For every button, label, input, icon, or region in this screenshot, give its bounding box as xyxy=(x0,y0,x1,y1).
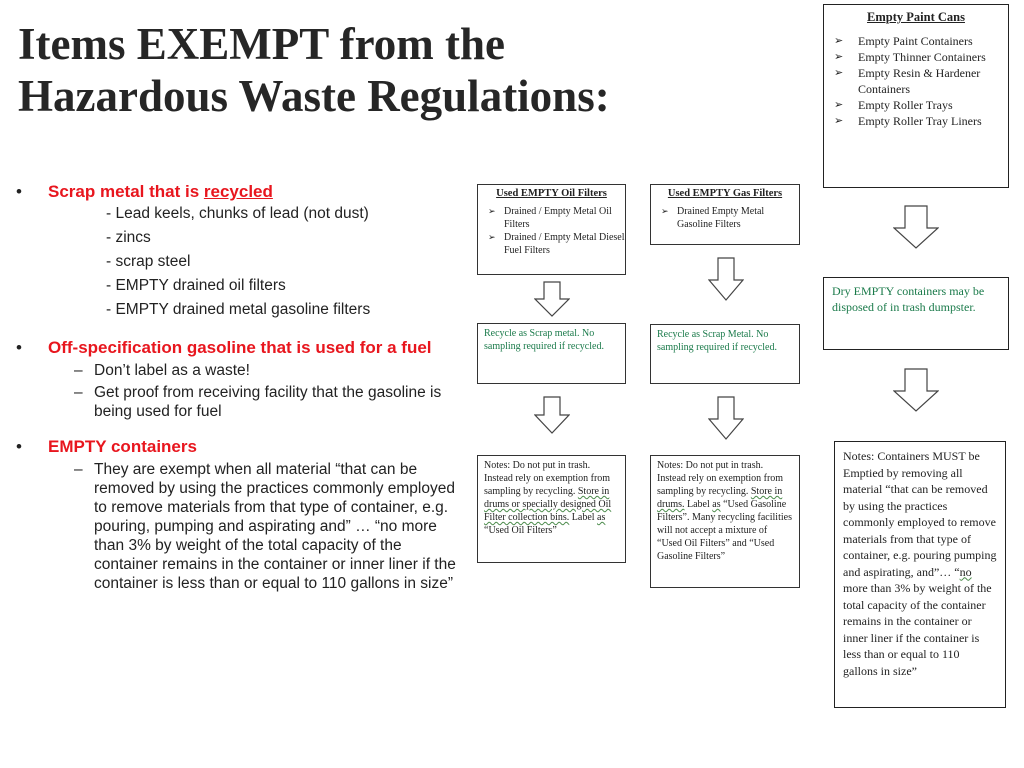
gas-filters-heading: Used EMPTY Gas Filters xyxy=(667,188,783,199)
title-line-1: Items EXEMPT from the xyxy=(18,19,506,69)
paint-notes-text: Notes: Containers MUST be Emptied by removing all material “that can be removed by using the practices commonly employed to remove materials from that type of container, e.g. pouring pumping and aspirating, and”… “no more than 3% by weight of the total capacity of the container remains in the container or inner liner if the container is less than or equal to 110 gallons in size” xyxy=(843,449,997,678)
bullet-dot: • xyxy=(16,338,22,357)
paint-can-item: ➢ Empty Roller Trays xyxy=(834,98,953,112)
oil-recycle-box xyxy=(477,323,626,384)
arrow-bullet-icon: ➢ xyxy=(834,99,844,111)
bullet-dot: • xyxy=(16,437,22,456)
oil-filter-item: ➢ Drained / Empty Metal Oil Filters xyxy=(488,206,612,230)
down-arrow-icon xyxy=(708,257,744,301)
gas-recycle-text: Recycle as Scrap Metal. No sampling required if recycled. xyxy=(657,329,777,353)
bullet-empty-containers xyxy=(14,437,469,457)
down-arrow-icon xyxy=(534,396,570,434)
oil-recycle-text: Recycle as Scrap metal. No sampling required if recycled. xyxy=(484,328,604,352)
down-arrow-icon xyxy=(708,396,744,440)
recycled-link[interactable]: recycled xyxy=(203,182,273,201)
paint-can-item: ➢ Empty Paint Containers xyxy=(834,34,973,48)
oil-filters-heading: Used EMPTY Oil Filters xyxy=(496,188,607,199)
bullet-off-spec-gasoline xyxy=(14,338,469,358)
bullet-dot: • xyxy=(16,182,22,201)
title-line-2: Hazardous Waste Regulations: xyxy=(18,71,610,121)
arrow-bullet-icon: ➢ xyxy=(834,51,844,63)
sub-item: - scrap steel xyxy=(106,253,191,270)
down-arrow-icon xyxy=(893,205,939,249)
paint-cans-box xyxy=(823,4,1009,188)
gas-filter-item: ➢ Drained Empty Metal Gasoline Filters xyxy=(661,206,765,230)
bullet-scrap-metal-text: Scrap metal that is xyxy=(48,182,204,201)
sub-item: - zincs xyxy=(106,229,151,246)
gas-notes-box xyxy=(650,455,800,588)
arrow-bullet-icon: ➢ xyxy=(661,206,669,216)
down-arrow-icon xyxy=(534,281,570,317)
dash-item-text: Don’t label as a waste! xyxy=(94,362,250,379)
arrow-bullet-icon: ➢ xyxy=(488,206,496,216)
paint-notes-box xyxy=(834,441,1006,708)
bullet-empty-containers-text: EMPTY containers xyxy=(48,437,197,456)
paint-cans-heading: Empty Paint Cans xyxy=(867,10,965,24)
arrow-bullet-icon: ➢ xyxy=(488,232,496,242)
gas-filters-box xyxy=(650,184,800,245)
dry-containers-text: Dry EMPTY containers may be disposed of in trash dumpster. xyxy=(832,284,985,314)
dash-item: – Get proof from receiving facility that the gasoline is being used for fuel xyxy=(74,384,442,420)
dash-item: – Don’t label as a waste! xyxy=(74,362,250,379)
dry-containers-box xyxy=(823,277,1009,350)
sub-item: - EMPTY drained oil filters xyxy=(106,277,286,294)
paint-can-item: ➢ Empty Thinner Containers xyxy=(834,50,986,64)
oil-notes-text: Notes: Do not put in trash. Instead rely on exemption from sampling by recycling. Store in drums or specially designed Oil Filter collection bins. Label as “Used Oil Filters” xyxy=(484,460,612,536)
down-arrow-icon xyxy=(893,368,939,412)
paint-can-item: ➢ Empty Resin & Hardener Containers xyxy=(834,66,981,96)
gas-notes-text: Notes: Do not put in trash. Instead rely on exemption from sampling by recycling. Store in drums. Label as “Used Gasoline Filters”. Many recycling facilities will not accept a mixture of “Used Oil Filters” and “Used Gasoline Filters” xyxy=(657,460,792,562)
dash-item-text: They are exempt when all material “that can be removed by using the practices commonly employed to remove materials from that type of container, e.g. pouring, pumping and aspirating and” … “no more than 3% by weight of the total capacity of the container remains in the container or inner liner if the container is less than or equal to 110 gallons in size” xyxy=(94,461,456,592)
arrow-bullet-icon: ➢ xyxy=(834,115,844,127)
bullet-list xyxy=(14,182,469,593)
page-title xyxy=(18,18,808,122)
dash-item-text: Get proof from receiving facility that the gasoline is being used for fuel xyxy=(94,384,442,420)
oil-filter-item: ➢ Drained / Empty Metal Diesel Fuel Filters xyxy=(488,232,625,256)
gas-recycle-box xyxy=(650,324,800,384)
sub-item: - EMPTY drained metal gasoline filters xyxy=(106,301,371,318)
paint-can-item: ➢ Empty Roller Tray Liners xyxy=(834,114,982,128)
oil-filters-box xyxy=(477,184,626,275)
dash-item: – They are exempt when all material “that can be removed by using the practices commonly employed to remove materials from that type of container, e.g. pouring, pumping and aspirating and” … “no more than 3% by weight of the total capacity of the container remains in the container or inner liner if the container is less than or equal to 110 gallons in size” xyxy=(74,461,456,592)
oil-notes-box xyxy=(477,455,626,563)
bullet-off-spec-gasoline-text: Off-specification gasoline that is used for a fuel xyxy=(48,338,432,357)
arrow-bullet-icon: ➢ xyxy=(834,35,844,47)
sub-item: - Lead keels, chunks of lead (not dust) xyxy=(106,205,369,222)
bullet-scrap-metal xyxy=(14,182,469,202)
arrow-bullet-icon: ➢ xyxy=(834,67,844,79)
